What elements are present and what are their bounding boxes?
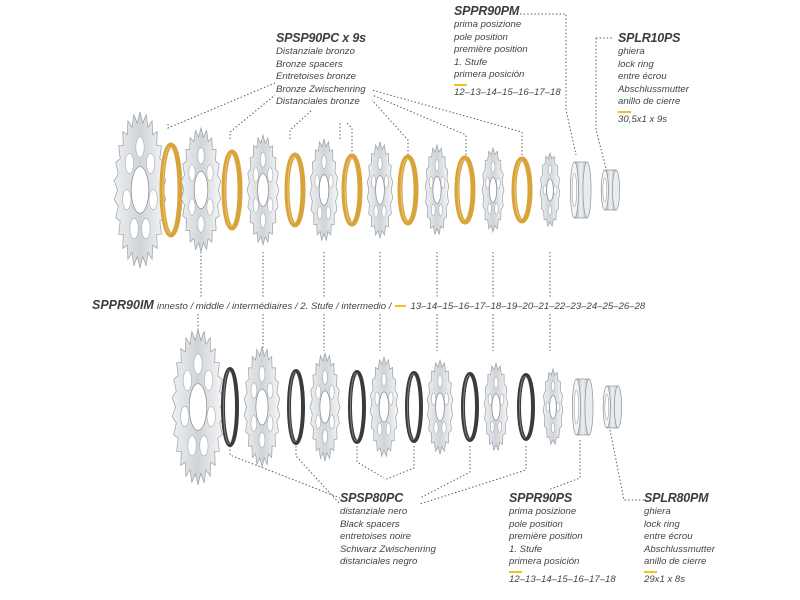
bronze-spacer-1	[162, 145, 180, 235]
pole-position-bottom	[572, 379, 593, 435]
leader-bronze-5	[346, 122, 352, 155]
bronze-spacers-label	[276, 31, 366, 109]
black-spacer-6	[519, 375, 533, 439]
lockring-top-line-es: anillo de cierre	[618, 96, 681, 108]
lockring-top	[601, 170, 619, 210]
black-spacer-3	[350, 372, 364, 442]
sprocket-top-5	[367, 142, 393, 238]
lockring-top-code: SPLR10PS	[618, 31, 681, 45]
leader-bronze-2	[230, 95, 275, 139]
sprocket-top-4	[310, 139, 338, 240]
lockring-top-line-de: Abschlussmutter	[618, 83, 689, 95]
lockring-top-line-en: lock ring	[618, 58, 654, 70]
middle-sprockets-label	[92, 298, 645, 312]
leader-lockring-bottom	[610, 430, 644, 500]
lockring-bottom-spec: 29x1 x 8s	[644, 573, 686, 585]
pole-bottom-sizes: 12–13–14–15–16–17–18	[509, 573, 616, 585]
pole-bottom-line-en: pole position	[509, 518, 563, 530]
black-spacers-line-es: distanciales negro	[340, 556, 418, 568]
bronze-spacer-2	[224, 152, 240, 228]
leader-lockring-top	[596, 38, 606, 168]
pole-position-bottom-label	[509, 491, 616, 587]
sprocket-top-3	[247, 135, 279, 245]
black-spacers-line-de: Schwarz Zwischenring	[340, 543, 436, 555]
sprocket-top-2	[181, 128, 221, 252]
accent-bar	[618, 111, 631, 113]
lockring-bottom-line-es: anillo de cierre	[644, 556, 707, 568]
pole-bottom-line-de: 1. Stufe	[509, 543, 543, 555]
bronze-spacers-line-en: Bronze spacers	[276, 58, 343, 70]
leader-bronze-8	[372, 90, 522, 155]
black-spacer-2	[289, 371, 303, 443]
leader-bronze-6	[372, 100, 408, 155]
lockring-bottom-line-en: lock ring	[644, 518, 680, 530]
lockring-bottom-line-it: ghiera	[644, 506, 671, 517]
pole-top-line-de: 1. Stufe	[454, 56, 488, 68]
sprocket-bottom-3	[310, 353, 340, 461]
bronze-spacer-7	[514, 159, 530, 221]
pole-bottom-line-es: primera posición	[509, 556, 580, 568]
pole-top-sizes: 12–13–14–15–16–17–18	[454, 86, 561, 98]
black-spacer-5	[463, 374, 477, 440]
black-spacers-line-en: Black spacers	[340, 518, 400, 530]
sprocket-bottom-6	[484, 363, 508, 450]
pole-top-line-en: pole position	[454, 31, 508, 43]
bronze-spacers-line-es: Distanciales bronze	[276, 96, 360, 108]
accent-bar	[509, 571, 522, 573]
leader-black-3	[357, 446, 384, 478]
pole-position-top-code: SPPR90PM	[454, 4, 520, 18]
bronze-spacer-5	[400, 157, 416, 223]
black-spacers-line-fr: entretoises noire	[340, 531, 411, 543]
lockring-top-line-fr: entre écrou	[618, 71, 667, 83]
leader-bronze-7	[372, 95, 466, 155]
lockring-top-line-it: ghiera	[618, 46, 645, 57]
black-spacers-line-it: distanziale nero	[340, 506, 408, 517]
lockring-top-spec: 30,5x1 x 9s	[618, 113, 668, 125]
middle-sprockets-code: SPPR90IM	[92, 298, 154, 312]
black-spacer-4	[407, 373, 421, 441]
sprocket-top-8	[540, 153, 560, 226]
lockring-top-label	[618, 31, 689, 127]
black-spacers-code: SPSP80PC	[340, 491, 404, 505]
bronze-spacers-line-it: Distanziale bronzo	[276, 46, 355, 57]
pole-position-top-label	[454, 4, 561, 100]
sprocket-bottom-5	[427, 360, 453, 454]
black-spacer-1	[223, 369, 237, 445]
black-spacers-label	[340, 491, 436, 569]
leader-black-4	[384, 446, 414, 480]
leader-lines	[168, 14, 644, 504]
sprocket-bottom-7	[543, 369, 563, 444]
lockring-bottom-line-de: Abschlussmutter	[644, 543, 715, 555]
lockring-bottom	[603, 386, 621, 428]
pole-bottom-line-it: prima posizione	[509, 506, 577, 517]
sprocket-top-7	[482, 148, 504, 232]
bronze-spacers-line-de: Bronze Zwischenring	[276, 83, 366, 95]
pole-bottom-line-fr: première position	[509, 531, 583, 543]
lockring-bottom-code: SPLR80PM	[644, 491, 709, 505]
pole-top-line-fr: première position	[454, 44, 528, 56]
bronze-spacers-line-fr: Entretoises bronze	[276, 71, 356, 83]
bronze-spacer-4	[344, 156, 360, 224]
accent-bar	[644, 571, 657, 573]
lockring-bottom-line-fr: entre écrou	[644, 531, 693, 543]
bronze-spacer-6	[457, 158, 473, 222]
middle-sprockets-sizes: 13–14–15–16–17–18–19–20–21–22–23–24–25–26–28	[410, 301, 646, 312]
lockring-bottom-label	[644, 491, 715, 587]
sprocket-bottom-2	[244, 347, 280, 467]
pole-position-bottom-code: SPPR90PS	[509, 491, 573, 505]
bronze-spacer-3	[287, 155, 303, 225]
sprocket-top-1	[114, 112, 166, 268]
accent-bar	[454, 84, 467, 86]
sprocket-top-6	[425, 145, 449, 234]
leader-pole-bottom	[548, 440, 580, 490]
middle-sprockets-text: innesto / middle / intermédiaires / 2. Stufe / intermedio /	[156, 301, 392, 312]
leader-bronze-1	[168, 83, 275, 128]
pole-position-top	[570, 162, 591, 218]
accent-bar	[395, 305, 406, 307]
sprocket-bottom-1	[172, 329, 224, 485]
bronze-spacers-code: SPSP90PC x 9s	[276, 31, 366, 45]
sprocket-bottom-4	[370, 357, 398, 456]
pole-top-line-it: prima posizione	[454, 19, 522, 30]
pole-top-line-es: primera posición	[454, 69, 525, 81]
leader-bronze-3	[290, 110, 312, 139]
